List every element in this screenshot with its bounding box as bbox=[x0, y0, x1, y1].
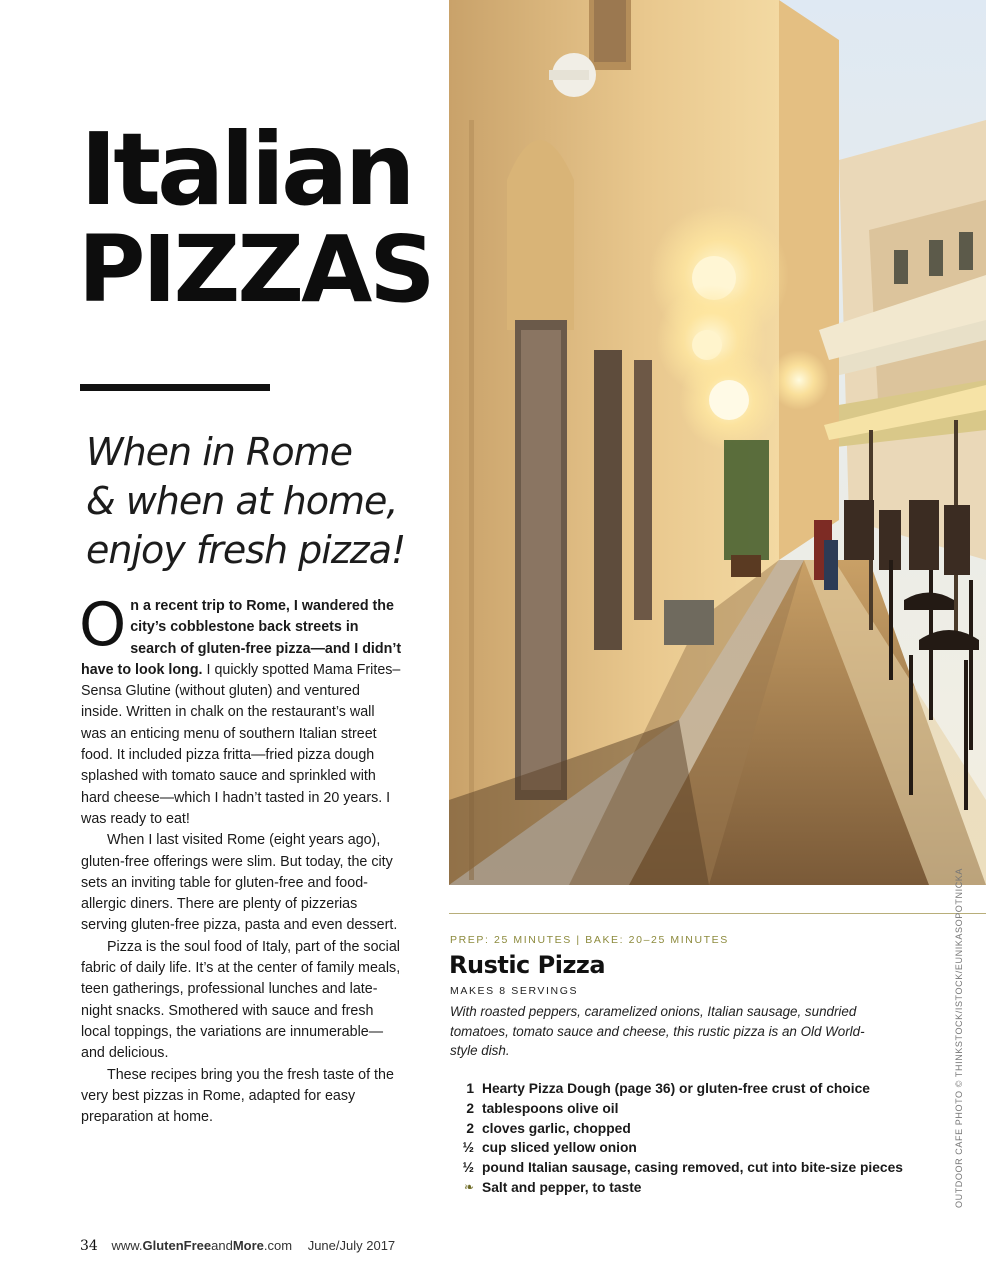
article-body bbox=[79, 590, 403, 1128]
ingredient-text: Hearty Pizza Dough (page 36) or gluten-free crust of choice bbox=[482, 1081, 870, 1096]
ingredient-qty: ½ bbox=[462, 1160, 474, 1176]
recipe-description: With roasted peppers, caramelized onions, Italian sausage, sundried tomatoes, tomato sauce and cheese, this rustic pizza is an Old World-style dish. bbox=[450, 1004, 865, 1058]
ingredient-qty: 2 bbox=[466, 1120, 474, 1136]
article-paragraph: When I last visited Rome (eight years ago), gluten-free offerings were slim. But today, the city sets an inviting table for gluten-free and food-allergic diners. There are plenty of pizzerias serving gluten-free pizza, pasta and even dessert. bbox=[81, 832, 398, 934]
drop-cap: O bbox=[79, 590, 127, 660]
site-name-part: and bbox=[211, 1238, 233, 1253]
page-number: 34 bbox=[80, 1238, 98, 1254]
recipe-title: Rustic Pizza bbox=[449, 951, 606, 979]
prep-time: PREP: 25 MINUTES | BAKE: 20–25 MINUTES bbox=[450, 934, 729, 946]
leaf-icon: ❧ bbox=[463, 1179, 474, 1194]
ingredient-qty: 1 bbox=[466, 1081, 474, 1096]
site-suffix: .com bbox=[263, 1238, 293, 1253]
ingredient-item bbox=[452, 1138, 912, 1158]
deck-line: enjoy fresh pizza! bbox=[86, 528, 406, 572]
ingredient-text: cup sliced yellow onion bbox=[482, 1140, 637, 1156]
article-text: I quickly spotted Mama Frites–Sensa Glutine (without gluten) and ventured inside. Written in chalk on the restaurant’s wall was an enticing menu of southern Italian street food. It included pizza fritta—fried pizza dough splashed with tomato sauce and sprinkled with hard cheese—which I hadn’t tasted in 20 years. I was ready to eat! bbox=[81, 661, 401, 827]
ingredient-qty: ½ bbox=[462, 1140, 474, 1156]
title-line-2: PIZZAS bbox=[78, 216, 433, 323]
site-prefix: www. bbox=[111, 1238, 143, 1253]
ingredient-text: pound Italian sausage, casing removed, cut into bite-size pieces bbox=[482, 1160, 903, 1176]
ingredient-qty: 2 bbox=[466, 1100, 474, 1116]
ingredient-text: Salt and pepper, to taste bbox=[482, 1179, 642, 1195]
ingredient-item bbox=[452, 1158, 912, 1178]
article-paragraph bbox=[79, 590, 403, 830]
article-paragraph: Pizza is the soul food of Italy, part of the social fabric of daily life. It’s at the center of family meals, teen gatherings, professional lunches and late-night snacks. Smothered with sauce and fresh local toppings, the variations are innumerable—and delicious. bbox=[81, 938, 401, 1062]
page-footer bbox=[80, 1238, 395, 1254]
deck-line: When in Rome bbox=[86, 430, 352, 474]
title-rule bbox=[80, 384, 270, 391]
photo-credit: OUTDOOR CAFE PHOTO © THINKSTOCK/ISTOCK/EUNIKASOPOTNICKA bbox=[954, 867, 964, 1208]
ingredient-list bbox=[452, 1079, 912, 1198]
recipe-rule bbox=[449, 913, 986, 914]
site-name-part: GlutenFree bbox=[142, 1238, 212, 1253]
article-lede: n a recent trip to Rome, I wandered the city’s cobblestone back streets in search of gluten-free pizza—and I didn’t have to look long. bbox=[81, 598, 402, 678]
ingredient-item bbox=[452, 1119, 912, 1139]
ingredient-item bbox=[452, 1178, 912, 1198]
title-line-1: Italian bbox=[80, 111, 412, 228]
servings: MAKES 8 SERVINGS bbox=[450, 985, 579, 997]
site-name-part: More bbox=[232, 1238, 264, 1253]
issue-date: June/July 2017 bbox=[307, 1238, 396, 1253]
ingredient-text: tablespoons olive oil bbox=[482, 1100, 619, 1116]
article-paragraph: These recipes bring you the fresh taste of the very best pizzas in Rome, adapted for easy preparation at home. bbox=[81, 1066, 394, 1126]
ingredient-item bbox=[452, 1099, 912, 1119]
ingredient-text: cloves garlic, chopped bbox=[482, 1120, 631, 1136]
ingredient-item bbox=[452, 1079, 912, 1099]
website-link[interactable] bbox=[111, 1238, 292, 1253]
deck-line: & when at home, bbox=[86, 479, 398, 523]
street-cafe-photo bbox=[449, 0, 986, 885]
deck bbox=[86, 428, 416, 575]
